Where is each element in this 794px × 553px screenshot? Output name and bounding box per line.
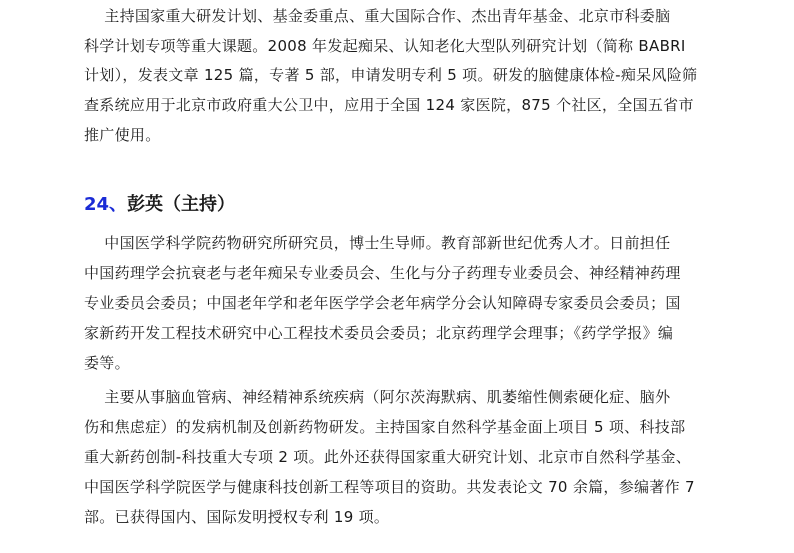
section-heading bbox=[84, 193, 235, 217]
para2-line-3: 重大新药创制-科技重大专项 2 项。此外还获得国家重大研究计划、北京市自然科学基金、 bbox=[84, 448, 692, 466]
para1-line-3: 专业委员会委员；中国老年学和老年医学学会老年病学分会认知障碍专家委员会委员；国 bbox=[84, 294, 681, 312]
para1-line-4: 家新药开发工程技术研究中心工程技术委员会委员；北京药理学会理事；《药学学报》编 bbox=[84, 324, 674, 342]
prev-para-line-3: 计划），发表文章 125 篇，专著 5 部，申请发明专利 5 项。研发的脑健康体检-痴呆风险筛 bbox=[84, 66, 698, 84]
prev-para-line-1: 主持国家重大研发计划、基金委重点、重大国际合作、杰出青年基金、北京市科委脑 bbox=[84, 7, 671, 25]
para1-line-5: 委等。 bbox=[84, 354, 130, 372]
para2-line-5: 部。已获得国内、国际发明授权专利 19 项。 bbox=[84, 508, 390, 526]
prev-para-line-5: 推广使用。 bbox=[84, 126, 161, 144]
para2-line-4: 中国医学科学院医学与健康科技创新工程等项目的资助。共发表论文 70 余篇，参编著作 7 bbox=[84, 478, 695, 496]
section-number: 24、 bbox=[84, 194, 128, 215]
prev-para-line-2: 科学计划专项等重大课题。2008 年发起痴呆、认知老化大型队列研究计划（简称 BABRI bbox=[84, 37, 686, 55]
para2-line-2: 伤和焦虑症）的发病机制及创新药物研发。主持国家自然科学基金面上项目 5 项、科技部 bbox=[84, 418, 686, 436]
prev-para-line-4: 查系统应用于北京市政府重大公卫中，应用于全国 124 家医院，875 个社区，全国五省市 bbox=[84, 96, 694, 114]
para1-line-2: 中国药理学会抗衰老与老年痴呆专业委员会、生化与分子药理专业委员会、神经精神药理 bbox=[84, 264, 681, 282]
section-person-name: 彭英（主持） bbox=[127, 194, 236, 215]
para1-line-1: 中国医学科学院药物研究所研究员，博士生导师。教育部新世纪优秀人才。日前担任 bbox=[84, 234, 671, 252]
para2-line-1: 主要从事脑血管病、神经精神系统疾病（阿尔茨海默病、肌萎缩性侧索硬化症、脑外 bbox=[84, 388, 671, 406]
